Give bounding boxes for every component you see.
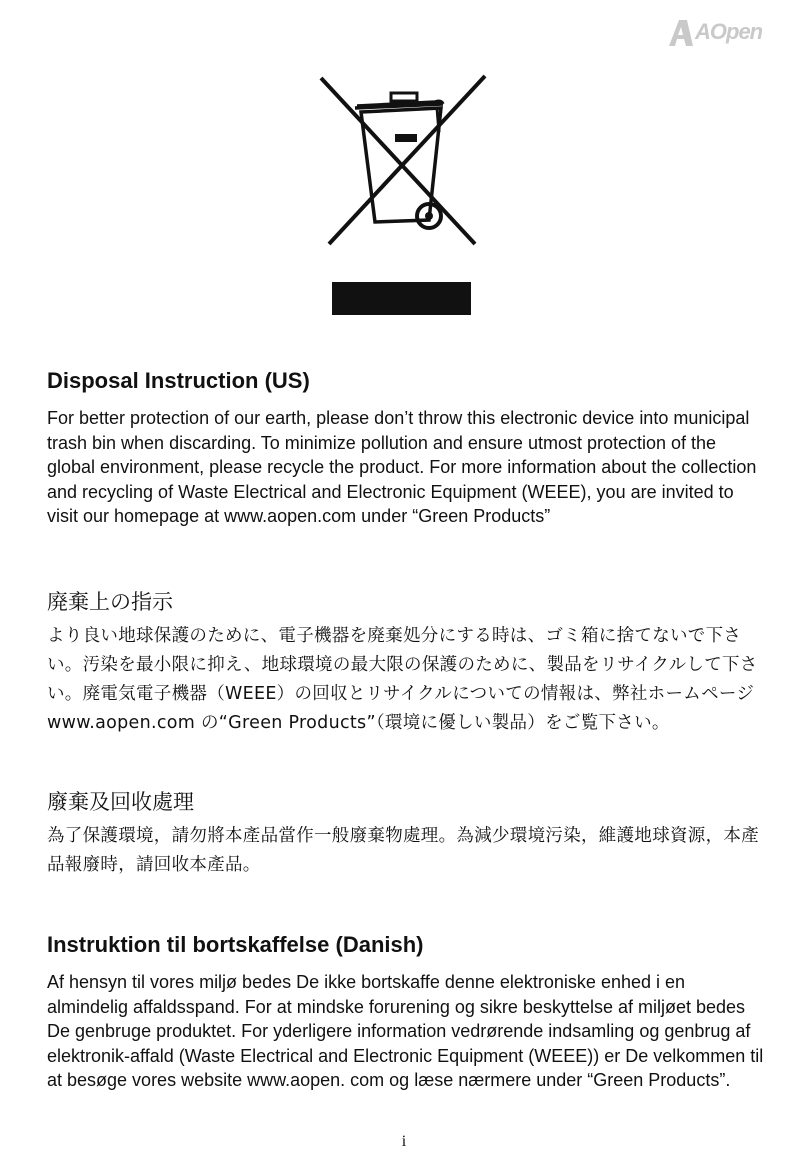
aopen-logo	[667, 18, 761, 48]
section-title-japanese: 廃棄上の指示	[47, 590, 173, 614]
section-title-chinese: 廢棄及回收處理	[47, 790, 194, 814]
section-body-danish: Af hensyn til vores miljø bedes De ikke bortskaffe denne elektroniske enhed i en almindelig affaldsspand. For at mindske forurening og sikre beskyttelse af miljøet bedes De genbruge produktet. For yderligere information vedrørende indsamling og genbrug af elektronik-affald (Waste Electrical and Electronic Equipment (WEEE)) er De velkommen til at besøge vores website www.aopen. com og læse nærmere under “Green Products”.	[47, 972, 764, 1091]
section-body-chinese: 為了保護環境，請勿將本產品當作一般廢棄物處理。為減少環境污染，維護地球資源，本產品報廢時，請回收本產品。	[47, 826, 759, 875]
aopen-logo-mark-icon	[667, 18, 695, 48]
page-number: i	[401, 1133, 407, 1150]
crossed-out-wheelie-bin-icon	[317, 72, 489, 250]
weee-black-bar	[332, 282, 471, 315]
logo-text: AOpen	[695, 19, 763, 44]
section-body-us: For better protection of our earth, please don’t throw this electronic device into municipal trash bin when discarding. To minimize pollution and ensure utmost protection of the global environment, please recycle the product. For more information about the collection and recycling of Waste Electrical and Electronic Equipment (WEEE), you are invited to visit our homepage at www.aopen.com under “Green Products”	[47, 408, 757, 527]
section-title-danish: Instruktion til bortskaffelse (Danish)	[47, 932, 424, 957]
section-body-japanese: より良い地球保護のために、電子機器を廃棄処分にする時は、ゴミ箱に捨てないで下さい。汚染を最小限に抑え、地球環境の最大限の保護のために、製品をリサイクルして下さい。廃電気電子機器（WEEE）の回収とリサイクルについての情報は、弊社ホームページwww.aopen.com の“Green Products”（環境に優しい製品）をご覧下さい。	[47, 626, 758, 733]
section-title-us: Disposal Instruction (US)	[47, 368, 310, 393]
